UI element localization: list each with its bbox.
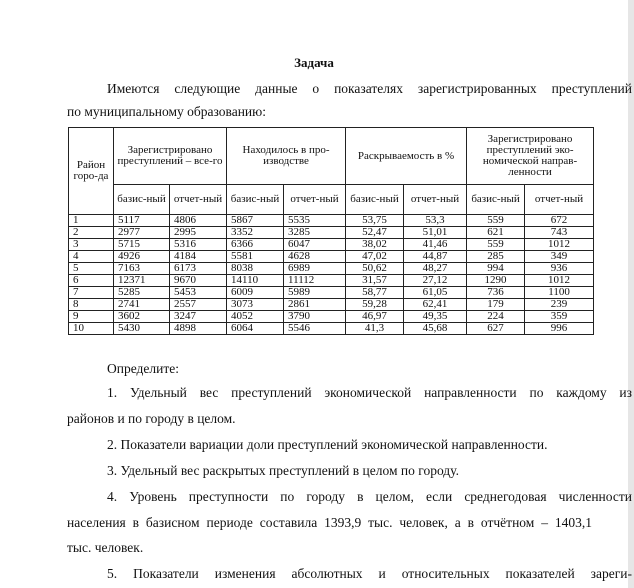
table-cell: 14110: [227, 275, 284, 287]
table-cell: 2741: [114, 299, 170, 311]
table-cell: 3247: [170, 311, 227, 323]
table-cell: 5117: [114, 215, 170, 227]
table-cell: 239: [525, 299, 594, 311]
table-row: [69, 275, 594, 287]
task-4-line-2: населения в базисном периоде составила 1393,9 тыс. человек, а в отчётном – 1403,1: [67, 515, 592, 530]
district-number-cell: 2: [69, 227, 114, 239]
table-cell: 46,97: [346, 311, 404, 323]
table-row: [69, 215, 594, 227]
table-cell: 44,87: [404, 251, 467, 263]
table-cell: 41,46: [404, 239, 467, 251]
table-cell: 6173: [170, 263, 227, 275]
table-cell: 31,57: [346, 275, 404, 287]
table-cell: 936: [525, 263, 594, 275]
header-clearance-rate: Раскрываемость в %: [346, 128, 467, 185]
table-cell: 5285: [114, 287, 170, 299]
table-cell: 4806: [170, 215, 227, 227]
table-cell: 3790: [284, 311, 346, 323]
table-cell: 59,28: [346, 299, 404, 311]
district-number-cell: 3: [69, 239, 114, 251]
table-cell: 51,01: [404, 227, 467, 239]
document-title: Задача: [294, 55, 334, 70]
table-row: [69, 263, 594, 275]
district-number-cell: 8: [69, 299, 114, 311]
table-cell: 61,05: [404, 287, 467, 299]
table-cell: 3602: [114, 311, 170, 323]
table-cell: 5316: [170, 239, 227, 251]
table-cell: 41,3: [346, 323, 404, 335]
header-economic-crimes: Зарегистрировано преступлений эко-номической направ-ленности: [467, 128, 594, 185]
subheader-basic: базис-ный: [346, 185, 404, 215]
table-row: [69, 251, 594, 263]
table-cell: 1100: [525, 287, 594, 299]
task-2: 2. Показатели вариации доли преступлений экономической направленности.: [107, 437, 548, 452]
table-cell: 559: [467, 239, 525, 251]
table-cell: 38,02: [346, 239, 404, 251]
table-cell: 5867: [227, 215, 284, 227]
district-number-cell: 10: [69, 323, 114, 335]
table-cell: 994: [467, 263, 525, 275]
table-cell: 3352: [227, 227, 284, 239]
table-cell: 4628: [284, 251, 346, 263]
intro-line-1: Имеются следующие данные о показателях зарегистрированных преступлений: [107, 81, 632, 96]
table-cell: 53,75: [346, 215, 404, 227]
table-cell: 3073: [227, 299, 284, 311]
table-cell: 47,02: [346, 251, 404, 263]
table-cell: 5546: [284, 323, 346, 335]
table-cell: 285: [467, 251, 525, 263]
table-cell: 1012: [525, 239, 594, 251]
table-cell: 559: [467, 215, 525, 227]
table-cell: 8038: [227, 263, 284, 275]
table-cell: 45,68: [404, 323, 467, 335]
table-cell: 4052: [227, 311, 284, 323]
table-cell: 49,35: [404, 311, 467, 323]
table-body: [69, 215, 594, 335]
table-cell: 2977: [114, 227, 170, 239]
district-number-cell: 7: [69, 287, 114, 299]
table-cell: 743: [525, 227, 594, 239]
table-cell: 621: [467, 227, 525, 239]
table-cell: 62,41: [404, 299, 467, 311]
subheader-basic: базис-ный: [227, 185, 284, 215]
header-registered-total: Зарегистрировано преступлений – все-го: [114, 128, 227, 185]
table-cell: 5989: [284, 287, 346, 299]
table-row: [69, 323, 594, 335]
table-cell: 50,62: [346, 263, 404, 275]
table-cell: 224: [467, 311, 525, 323]
district-number-cell: 1: [69, 215, 114, 227]
table-row: [69, 287, 594, 299]
table-cell: 6064: [227, 323, 284, 335]
district-number-cell: 4: [69, 251, 114, 263]
table-row: [69, 227, 594, 239]
table-cell: 1012: [525, 275, 594, 287]
table-cell: 2995: [170, 227, 227, 239]
table-cell: 5581: [227, 251, 284, 263]
table-cell: 4184: [170, 251, 227, 263]
subheader-basic: базис-ный: [114, 185, 170, 215]
table-cell: 359: [525, 311, 594, 323]
table-cell: 7163: [114, 263, 170, 275]
header-in-proceedings: Находилось в про-изводстве: [227, 128, 346, 185]
table-cell: 4898: [170, 323, 227, 335]
intro-line-2: по муниципальному образованию:: [67, 104, 266, 119]
subheader-basic: базис-ный: [467, 185, 525, 215]
task-4-line-1: 4. Уровень преступности по городу в целом, если среднегодовая численности: [107, 489, 632, 504]
table-cell: 5453: [170, 287, 227, 299]
subheader-report: отчет-ный: [404, 185, 467, 215]
task-4-line-3: тыс. человек.: [67, 540, 144, 555]
table-cell: 5715: [114, 239, 170, 251]
header-district: Район горо-да: [69, 128, 114, 215]
table-cell: 2557: [170, 299, 227, 311]
table-cell: 627: [467, 323, 525, 335]
table-cell: 2861: [284, 299, 346, 311]
table-cell: 3285: [284, 227, 346, 239]
table-cell: 996: [525, 323, 594, 335]
district-number-cell: 9: [69, 311, 114, 323]
determine-label: Определите:: [107, 361, 180, 376]
task-5-line-1: 5. Показатели изменения абсолютных и относительных показателей зареги-: [107, 566, 632, 581]
table-row: [69, 299, 594, 311]
table-cell: 12371: [114, 275, 170, 287]
table-cell: 4926: [114, 251, 170, 263]
table-cell: 27,12: [404, 275, 467, 287]
table-row: [69, 311, 594, 323]
table-cell: 6009: [227, 287, 284, 299]
subheader-report: отчет-ный: [170, 185, 227, 215]
table-cell: 6989: [284, 263, 346, 275]
table-cell: 9670: [170, 275, 227, 287]
table-row: [69, 239, 594, 251]
task-1-line-2: районов и по городу в целом.: [67, 411, 236, 426]
district-number-cell: 6: [69, 275, 114, 287]
table-cell: 6366: [227, 239, 284, 251]
table-cell: 179: [467, 299, 525, 311]
table-cell: 672: [525, 215, 594, 227]
table-cell: 349: [525, 251, 594, 263]
table-cell: 6047: [284, 239, 346, 251]
subheader-report: отчет-ный: [284, 185, 346, 215]
table-cell: 52,47: [346, 227, 404, 239]
district-number-cell: 5: [69, 263, 114, 275]
table-cell: 736: [467, 287, 525, 299]
table-cell: 5535: [284, 215, 346, 227]
crime-data-table: [68, 127, 594, 335]
subheader-report: отчет-ный: [525, 185, 594, 215]
table-cell: 53,3: [404, 215, 467, 227]
table-cell: 11112: [284, 275, 346, 287]
table-cell: 58,77: [346, 287, 404, 299]
task-3: 3. Удельный вес раскрытых преступлений в целом по городу.: [107, 463, 459, 478]
table-cell: 1290: [467, 275, 525, 287]
task-1-line-1: 1. Удельный вес преступлений экономической направленности по каждому из: [107, 385, 632, 400]
table-cell: 48,27: [404, 263, 467, 275]
table-cell: 5430: [114, 323, 170, 335]
